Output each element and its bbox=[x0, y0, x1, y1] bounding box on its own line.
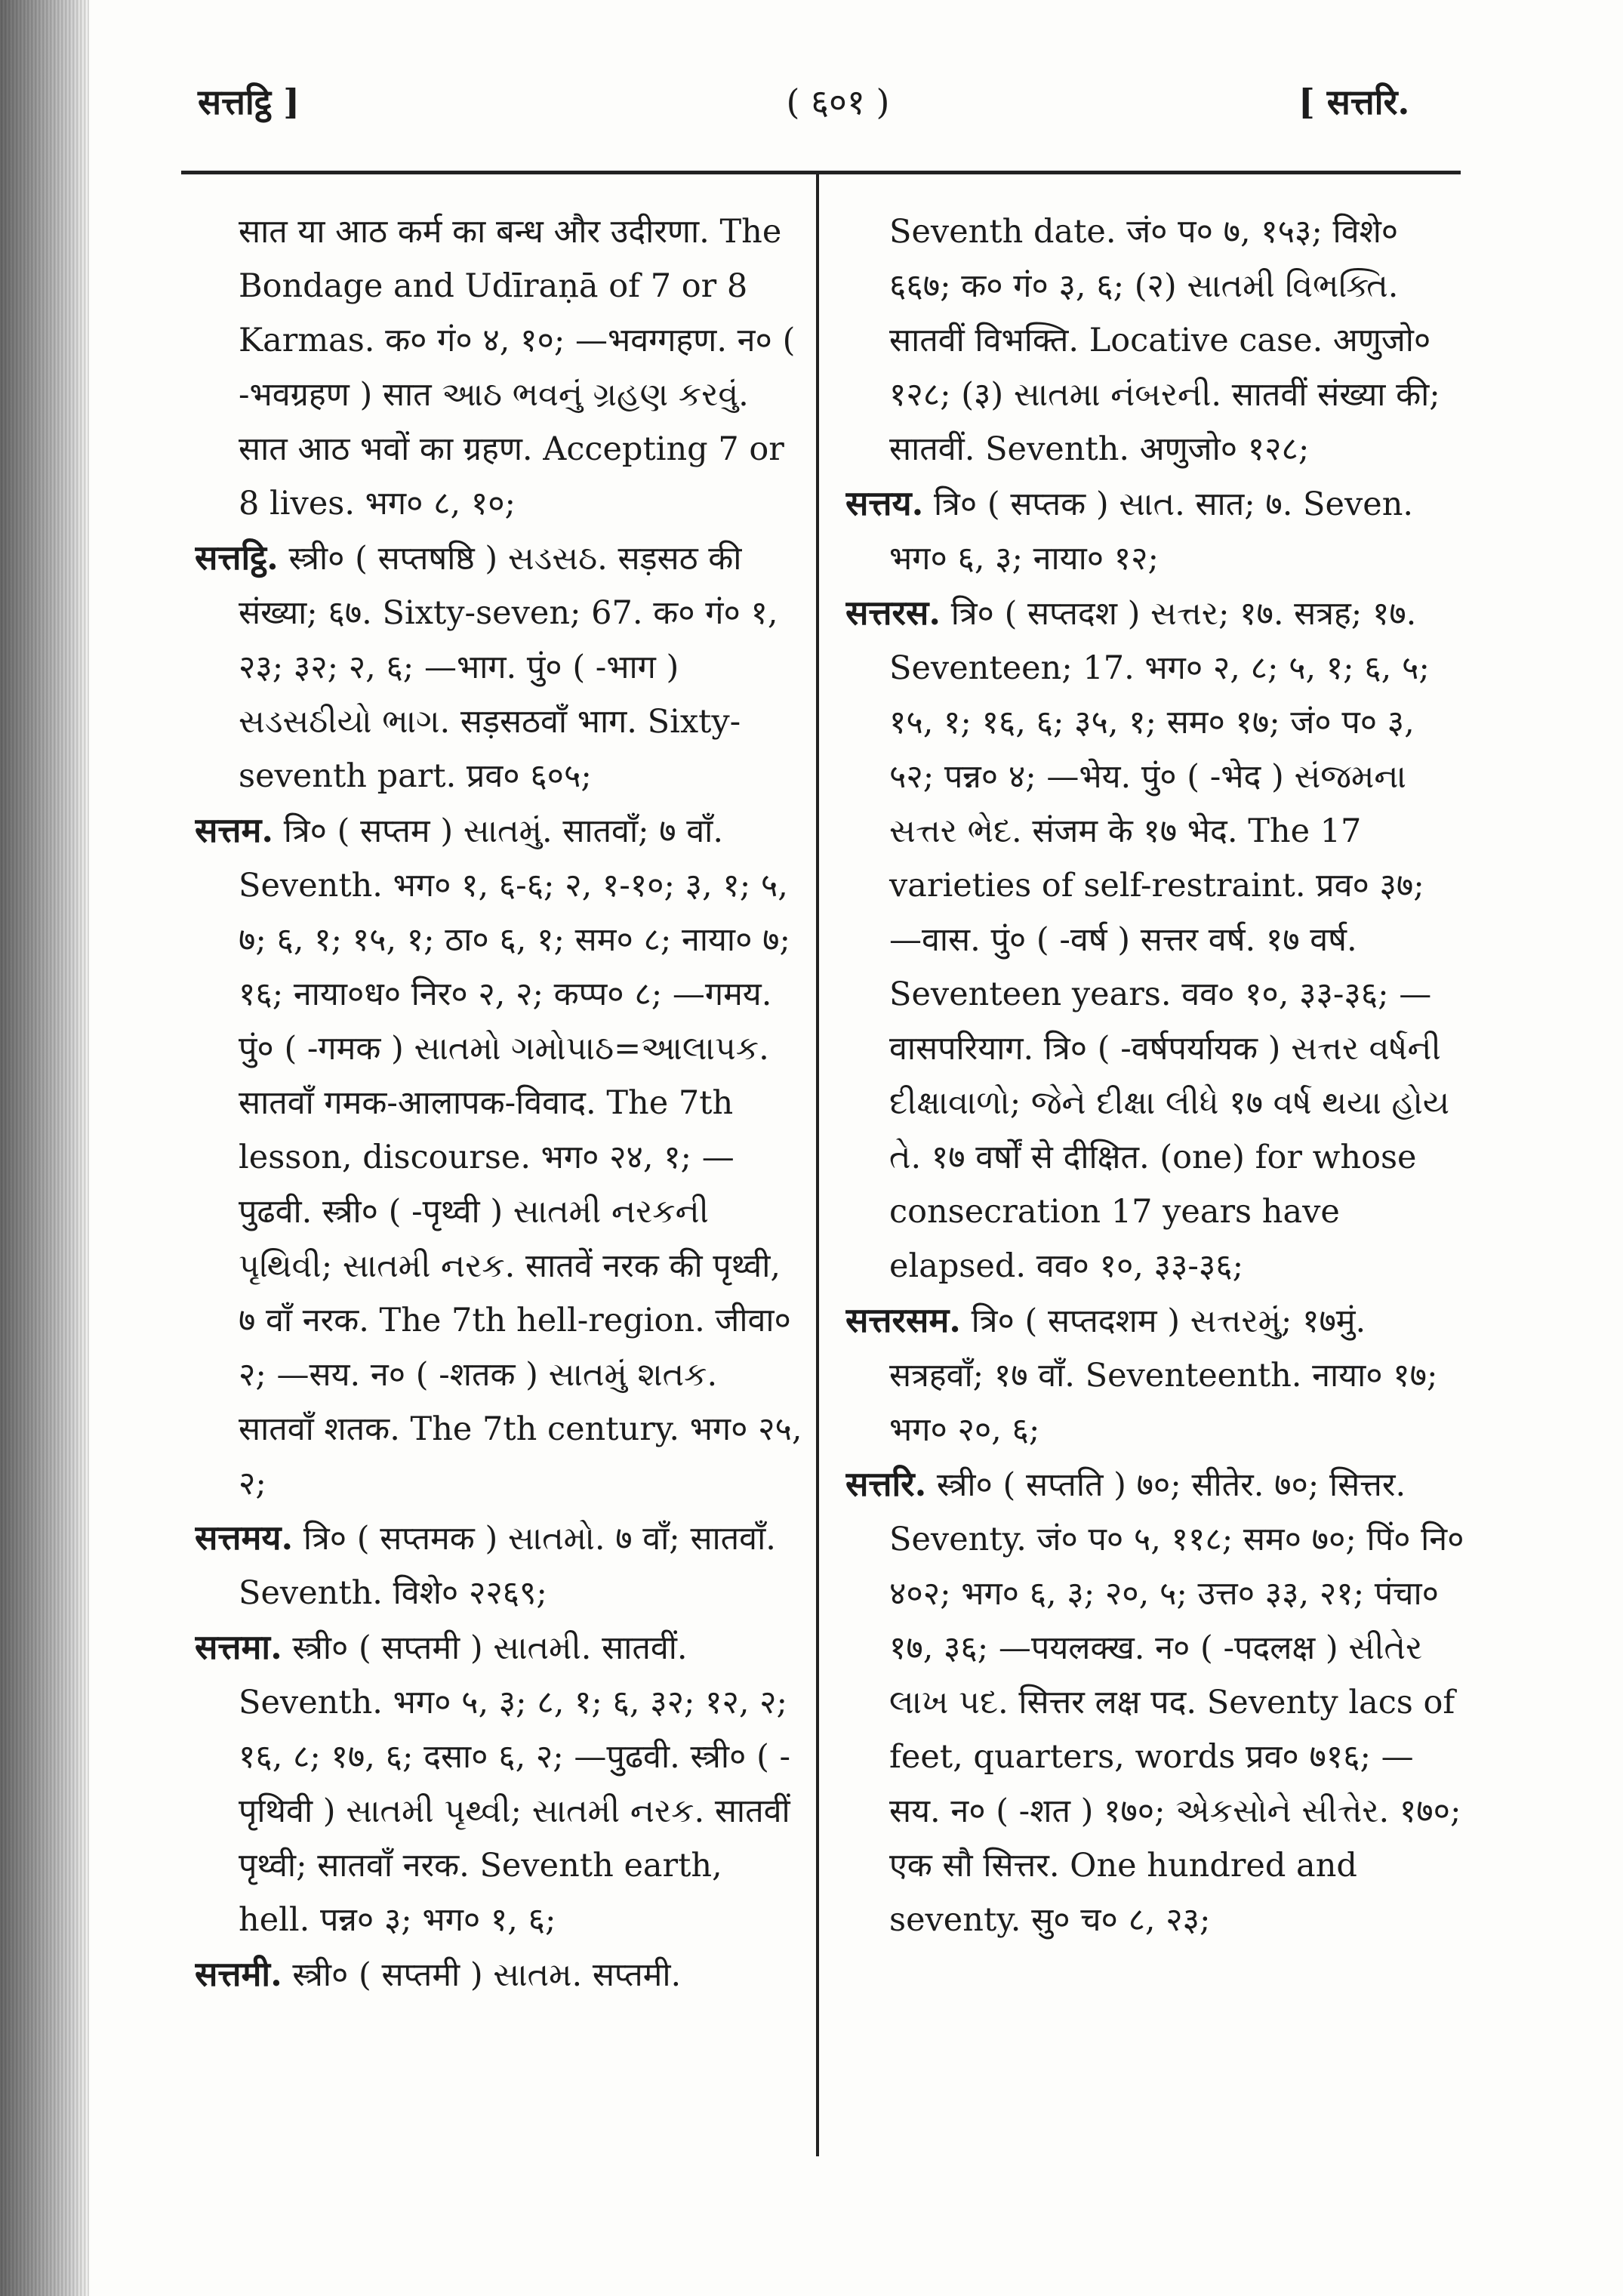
entry bbox=[195, 803, 802, 1511]
column-divider bbox=[816, 171, 819, 2156]
entry-text: स्त्री० ( सप्तमी ) સાતમી. सातवीं. Seventh. भग० ५, ३; ८, १; ६, ३२; १२, २; १६, ८; १७, ६; दसा० ६, २; —पुढवी. स्त्री० ( -पृथिवी ) સાતમી પૃથ્વી; સાતમી નરક. सातवीं पृथ्वी; सातवाँ नरक. Seventh earth, hell. पन्न० ३; भग० १, ६; bbox=[239, 1629, 791, 1939]
entry-continuation bbox=[845, 204, 1464, 476]
entry-headword: सत्तय. bbox=[845, 483, 924, 523]
entry-text: त्रि० ( सप्तदशम ) સત્તરમું; १७मुं. सत्रहवाँ; १७ वाँ. Seventeenth. नाया० १७; भग० २०, ६; bbox=[889, 1302, 1438, 1449]
entry-headword: सत्तमा. bbox=[195, 1627, 282, 1667]
right-column bbox=[845, 204, 1464, 2167]
entry-text: Seventh date. जं० प० ७, १५३; विशे० ६६७; क० गं० ३, ६; (२) સાતમી વિભક્તિ. सातवीं विभक्ति. Locative case. अणुजो० १२८; (३) સાતમા નંબરની. सातवीं संख्या की; सातवीं. Seventh. अणुजो० १२८; bbox=[889, 213, 1440, 468]
left-column bbox=[195, 204, 802, 2167]
entry-headword: सत्तट्ठि. bbox=[195, 538, 279, 578]
entry bbox=[195, 531, 802, 803]
entry-text: स्त्री० ( सप्तमी ) સાતમ. सप्तमी. bbox=[292, 1956, 682, 1994]
entry-headword: सत्तरस. bbox=[845, 593, 941, 633]
entry-headword: सत्तमय. bbox=[195, 1518, 294, 1558]
binding-shadow bbox=[0, 0, 89, 2296]
entry-text: त्रि० ( सप्तमक ) સાતમો. ७ वाँ; सातवाँ. Seventh. विशे० २२६९; bbox=[239, 1520, 776, 1612]
entry-headword: सत्तरि. bbox=[845, 1464, 927, 1504]
entry bbox=[195, 1620, 802, 1947]
entry-headword: सत्तमी. bbox=[195, 1954, 282, 1994]
entry-text: स्त्री० ( सप्तषष्ठि ) સડસઠ. सड़सठ की संख्या; ६७. Sixty-seven; 67. क० गं० १, २३; ३२; २, ६; —भाग. पुं० ( -भाग ) સડસઠીયો ભાગ. सड़सठवाँ भाग. Sixty-seventh part. प्रव० ६०५; bbox=[239, 540, 778, 795]
entry bbox=[845, 1293, 1464, 1457]
entry bbox=[845, 476, 1464, 586]
header-right-guideword: [ सत्तरि. bbox=[1298, 82, 1410, 122]
header-left-guideword: सत्तट्ठि ] bbox=[198, 82, 300, 122]
entry bbox=[195, 1511, 802, 1620]
entry-continuation bbox=[195, 204, 802, 531]
entry bbox=[845, 1457, 1464, 1947]
entry bbox=[195, 1947, 802, 2002]
entry-text: त्रि० ( सप्तम ) સાતમું. सातवाँ; ७ वाँ. Seventh. भग० १, ६-६; २, १-१०; ३, १; ५, ७; ६, १; १५, १; ठा० ६, १; सम० ८; नाया० ७; १६; नाया०ध० निर० २, २; कप्प० ८; —गमय. पुं० ( -गमक ) સાતમો ગમોપાઠ=આલાપક. सातवाँ गमक-आलापक-विवाद. The 7th lesson, discourse. भग० २४, १; — पुढवी. स्त्री० ( -पृथ्वी ) સાતમી નરકની પૃથિવી; સાતમી નરક. सातवें नरक की पृथ्वी, ७ वाँ नरक. The 7th hell-region. जीवा० २; —सय. न० ( -शतक ) સાતમું શતક. सातवाँ शतक. The 7th century. भग० २५, २; bbox=[239, 812, 802, 1502]
entry bbox=[845, 586, 1464, 1293]
entry-headword: सत्तम. bbox=[195, 810, 274, 850]
entry-text: त्रि० ( सप्तदश ) સત્તર; १७. सत्रह; १७. Seventeen; 17. भग० २, ८; ५, १; ६, ५; १५, १; १६, ६; ३५, १; सम० १७; जं० प० ३, ५२; पन्न० ४; —भेय. पुं० ( -भेद ) સંજમના સત્તર ભેદ. संजम के १७ भेद. The 17 varieties of self-restraint. प्रव० ३७; —वास. पुं० ( -वर्ष ) सत्तर वर्ष. १७ वर्ष. Seventeen years. वव० १०, ३३-३६; —वासपरियाग. त्रि० ( -वर्षपर्यायक ) સત્તર વર્ષની દીક્ષાવાળો; જેને દીક્ષા લીધે १७ વર્ષ થયા હોય તે. १७ वर्षों से दीक्षित. (one) for whose consecration 17 years have elapsed. वव० १०, ३३-३६; bbox=[889, 595, 1450, 1285]
entry-text: त्रि० ( सप्तक ) સાત. सात; ७. Seven. भग० ६, ३; नाया० १२; bbox=[889, 485, 1414, 578]
entry-text: स्त्री० ( सप्तति ) ७०; सीतेर. ७०; सित्तर. Seventy. जं० प० ५, ११८; सम० ७०; पिं० नि० ४०२; भग० ६, ३; २०, ५; उत्त० ३३, २१; पंचा० १७, ३६; —पयलक्ख. न० ( -पदलक्ष ) સીતેર લાખ પદ. सित्तर लक्ष पद. Seventy lacs of feet, quarters, words प्रव० ७१६; —सय. न० ( -शत ) १७०; એકસોને સીત્તેર. १७०; एक सौ सित्तर. One hundred and seventy. सु० च० ८, २३; bbox=[889, 1466, 1464, 1939]
header-rule bbox=[181, 171, 1461, 174]
entry-headword: सत्तरसम. bbox=[845, 1300, 961, 1340]
page-number: ( ६०१ ) bbox=[786, 82, 890, 122]
entry-text: सात या आठ कर्म का बन्ध और उदीरणा. The Bondage and Udīraṇā of 7 or 8 Karmas. क० गं० ४, १०; —भवग्गहण. न० ( -भवग्रहण ) सात આઠ ભવનું ગ્રહણ કરવું. सात आठ भवों का ग्रहण. Accepting 7 or 8 lives. भग० ८, १०; bbox=[239, 213, 796, 522]
